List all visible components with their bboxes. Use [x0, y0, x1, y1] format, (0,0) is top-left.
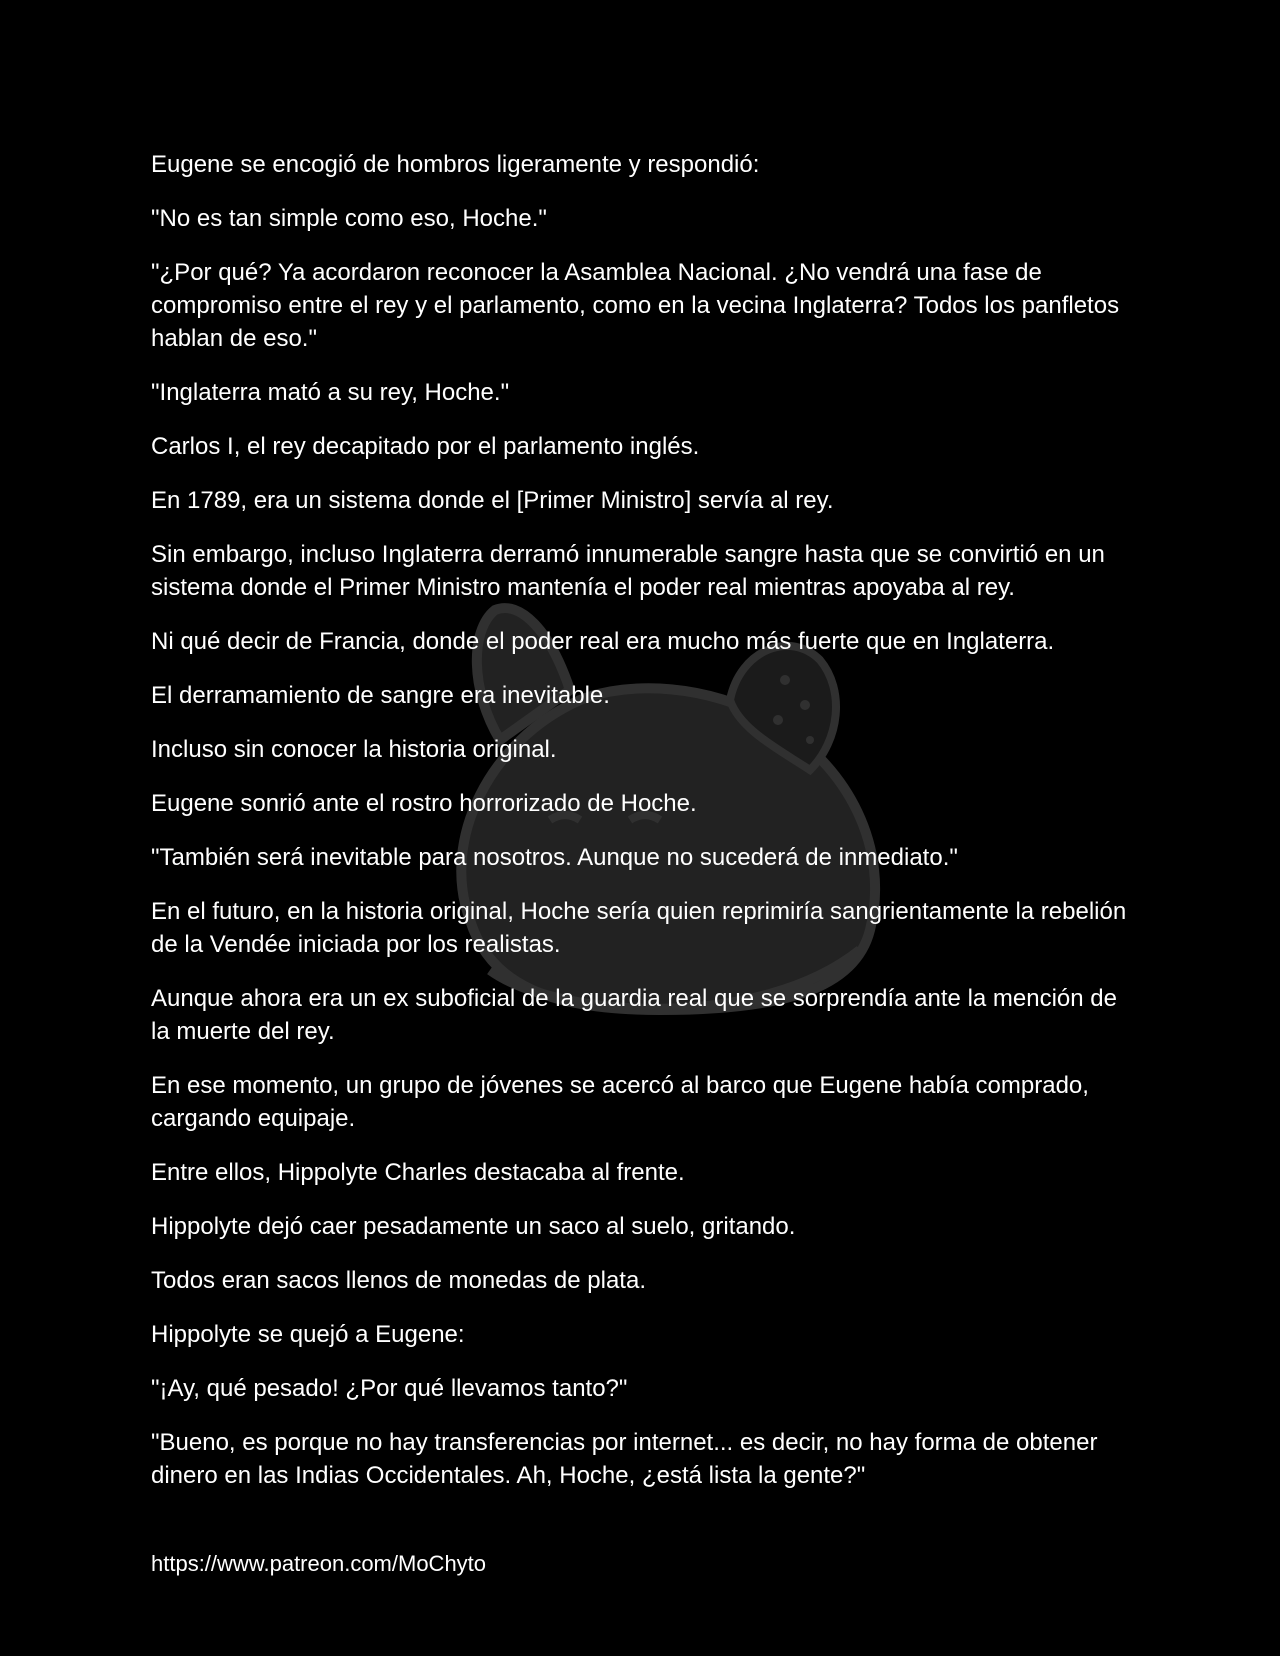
- paragraph: "¡Ay, qué pesado! ¿Por qué llevamos tanto?": [151, 1375, 628, 1402]
- paragraph: El derramamiento de sangre era inevitable.: [151, 682, 610, 709]
- paragraph: Sin embargo, incluso Inglaterra derramó innumerable sangre hasta que se convirtió en un sistema donde el Primer Ministro mantenía el poder real mientras apoyaba al rey.: [151, 541, 1105, 601]
- paragraph: En el futuro, en la historia original, Hoche sería quien reprimiría sangrientamente la rebelión de la Vendée iniciada por los realistas.: [151, 898, 1127, 958]
- paragraph: Eugene sonrió ante el rostro horrorizado de Hoche.: [151, 790, 697, 817]
- paragraph: Todos eran sacos llenos de monedas de plata.: [151, 1267, 646, 1294]
- paragraph: Carlos I, el rey decapitado por el parlamento inglés.: [151, 433, 700, 460]
- paragraph: "No es tan simple como eso, Hoche.": [151, 205, 547, 232]
- paragraph: Hippolyte dejó caer pesadamente un saco al suelo, gritando.: [151, 1213, 796, 1240]
- paragraph: En 1789, era un sistema donde el [Primer Ministro] servía al rey.: [151, 487, 834, 514]
- paragraph: Ni qué decir de Francia, donde el poder real era mucho más fuerte que en Inglaterra.: [151, 628, 1055, 655]
- paragraph: "¿Por qué? Ya acordaron reconocer la Asamblea Nacional. ¿No vendrá una fase de compromiso entre el rey y el parlamento, como en la vecina Inglaterra? Todos los panfletos hablan de eso.": [151, 259, 1120, 352]
- paragraph: Eugene se encogió de hombros ligeramente y respondió:: [151, 151, 760, 178]
- patreon-link[interactable]: https://www.patreon.com/MoChyto: [151, 1551, 487, 1576]
- paragraph: "Inglaterra mató a su rey, Hoche.": [151, 379, 510, 406]
- paragraph: En ese momento, un grupo de jóvenes se acercó al barco que Eugene había comprado, cargando equipaje.: [151, 1072, 1089, 1132]
- paragraph: Hippolyte se quejó a Eugene:: [151, 1321, 465, 1348]
- paragraph: Entre ellos, Hippolyte Charles destacaba al frente.: [151, 1159, 685, 1186]
- paragraph: Aunque ahora era un ex suboficial de la guardia real que se sorprendía ante la mención de la muerte del rey.: [151, 985, 1117, 1045]
- paragraph: "También será inevitable para nosotros. Aunque no sucederá de inmediato.": [151, 844, 958, 871]
- paragraph: Incluso sin conocer la historia original.: [151, 736, 557, 763]
- paragraph: "Bueno, es porque no hay transferencias por internet... es decir, no hay forma de obtener dinero en las Indias Occidentales. Ah, Hoche, ¿está lista la gente?": [151, 1429, 1098, 1489]
- story-text: [151, 148, 1141, 1513]
